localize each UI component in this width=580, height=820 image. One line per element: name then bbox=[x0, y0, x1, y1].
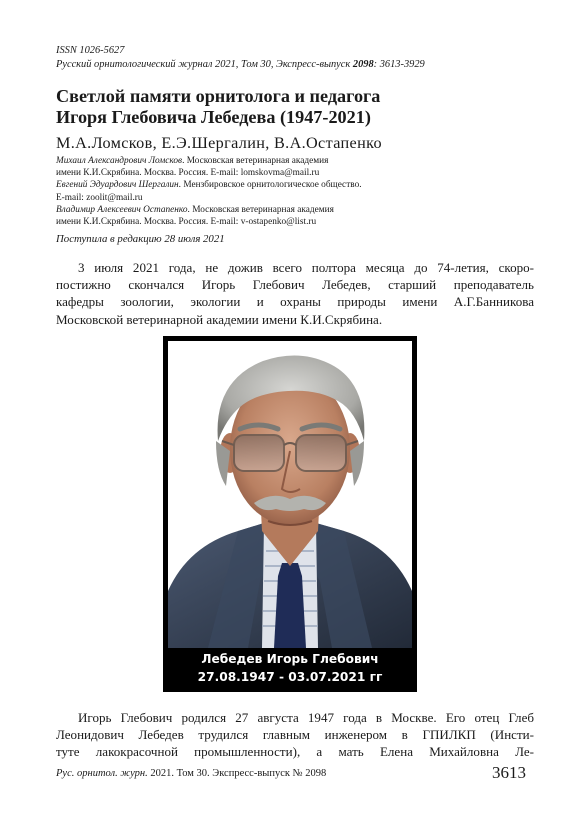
page-number: 3613 bbox=[492, 763, 526, 782]
caption-name: Лебедев Игорь Глебович bbox=[201, 652, 379, 666]
received-date: Поступила в редакцию 28 июля 2021 bbox=[56, 233, 225, 245]
caption-dates: 27.08.1947 - 03.07.2021 гг bbox=[197, 670, 383, 684]
portrait-caption bbox=[163, 650, 417, 686]
affiliation-1-contact: имени К.И.Скрябина. Москва. Россия. E-mail: lomskovma@mail.ru bbox=[56, 168, 320, 179]
paragraph-line: Игорь Глебович родился 27 августа 1947 года в Москве. Его отец Глеб bbox=[78, 710, 534, 725]
title-line-2: Игоря Глебовича Лебедева (1947-2021) bbox=[56, 107, 371, 127]
journal-citation bbox=[56, 58, 536, 72]
article-title bbox=[56, 86, 536, 128]
paragraph-intro bbox=[56, 259, 534, 328]
paragraph-line: кафедры зоологии, экологии и охраны природы имени А.Г.Банникова bbox=[56, 294, 534, 310]
paragraph-line: Леонидович Лебедев трудился главным инженером в ГПИЛКП (Инсти- bbox=[56, 727, 534, 743]
paragraph-line: постижно скончался Игорь Глебович Лебедев, старший преподаватель bbox=[56, 277, 534, 293]
footer-journal: Рус. орнитол. журн. bbox=[56, 768, 148, 779]
issn: ISSN 1026-5627 bbox=[56, 45, 125, 56]
paragraph-biography bbox=[56, 709, 534, 761]
footer-issue: 2021. Том 30. Экспресс-выпуск № 2098 bbox=[147, 768, 327, 779]
affiliation-2: Евгений Эдуардович Шергалин. Мензбировское орнитологическое общество. bbox=[56, 180, 362, 191]
affiliation-2-contact: E-mail: zoolit@mail.ru bbox=[56, 192, 143, 203]
authors: М.А.Ломсков, Е.Э.Шергалин, В.А.Остапенко bbox=[56, 134, 382, 152]
title-line-1: Светлой памяти орнитолога и педагога bbox=[56, 86, 381, 106]
issue-number: 2098 bbox=[352, 59, 374, 70]
affiliations bbox=[56, 155, 536, 228]
page-range: : 3613-3929 bbox=[373, 59, 425, 70]
page-footer bbox=[56, 768, 326, 779]
journal-header bbox=[56, 44, 536, 72]
affiliation-3-contact: имени К.И.Скрябина. Москва. Россия. E-mail: v-ostapenko@list.ru bbox=[56, 217, 317, 228]
paragraph-line: Московской ветеринарной академии имени К.И.Скрябина. bbox=[56, 311, 383, 327]
memorial-portrait bbox=[163, 336, 417, 692]
portrait-photo bbox=[168, 341, 412, 648]
portrait-illustration bbox=[168, 341, 412, 648]
affiliation-1: Михаил Александрович Ломсков. Московская ветеринарная академия bbox=[56, 156, 329, 166]
affiliation-3: Владимир Алексеевич Остапенко. Московская ветеринарная академия bbox=[56, 204, 334, 215]
paragraph-line: 3 июля 2021 года, не дожив всего полтора месяца до 74-летия, скоро- bbox=[78, 260, 534, 275]
paragraph-line: туте лакокрасочной промышленности), а мать Елена Михайловна Ле- bbox=[56, 744, 534, 760]
journal-name: Русский орнитологический журнал 2021, Том 30, Экспресс-выпуск bbox=[56, 59, 353, 70]
